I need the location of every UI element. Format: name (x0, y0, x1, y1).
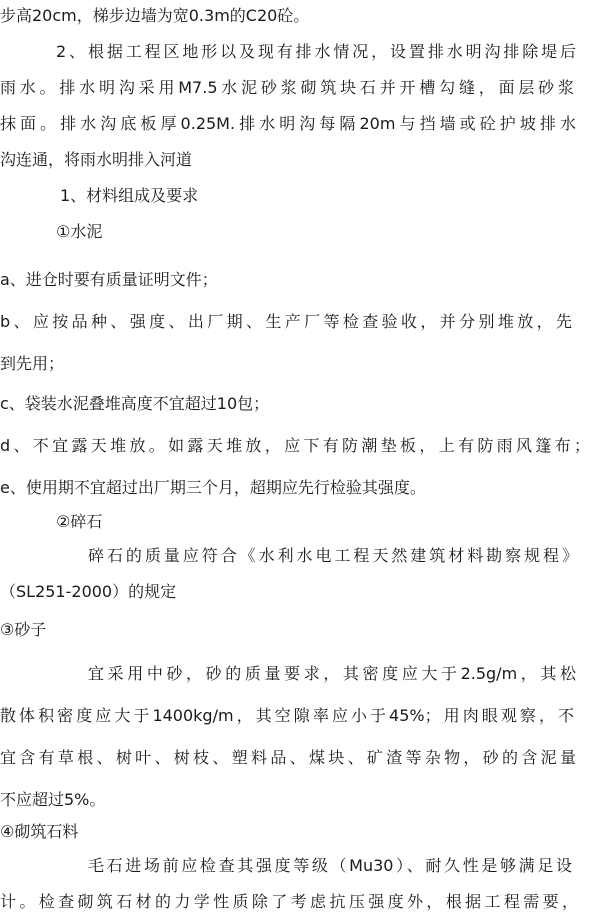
text-line-3: 雨水。排水明沟采用M7.5水泥砂浆砌筑块石并开槽勾缝，面层砂浆 (0, 78, 574, 97)
text-line-5: 沟连通，将雨水明排入河道 (0, 150, 193, 169)
list-item-b-cont: 到先用； (0, 354, 65, 373)
section-heading: 1、材料组成及要求 (60, 186, 199, 205)
text-line-4: 抹面。排水沟底板厚0.25M.排水明沟每隔20m与挡墙或砼护坡排水 (0, 114, 576, 133)
list-item-b: b、应按品种、强度、出厂期、生产厂等检查验收，并分别堆放，先 (0, 312, 572, 331)
stone-paragraph-1: 毛石进场前应检查其强度等级（Mu30）、耐久性是够满足设 (88, 856, 572, 875)
stone-paragraph-2: 计。检查砌筑石材的力学性质除了考虑抗压强度外，根据工程需要， (0, 892, 578, 911)
sand-paragraph-3: 宜含有草根、树叶、树枝、塑料品、煤块、矿渣等杂物，砂的含泥量 (0, 748, 576, 767)
sand-paragraph-4: 不应超过5%。 (0, 790, 106, 809)
list-item-c: c、袋装水泥叠堆高度不宜超过10包； (0, 394, 270, 413)
gravel-paragraph-cont: （SL251-2000）的规定 (0, 582, 177, 601)
subsection-heading-stone: ④砌筑石料 (0, 822, 79, 841)
text-line-2: 2、根据工程区地形以及现有排水情况，设置排水明沟排除堤后 (56, 42, 576, 61)
list-item-e: e、使用期不宜超过出厂期三个月，超期应先行检验其强度。 (0, 478, 426, 497)
subsection-heading-cement: ①水泥 (56, 222, 103, 241)
gravel-paragraph: 碎石的质量应符合《水利水电工程天然建筑材料勘察规程》 (88, 546, 578, 565)
subsection-heading-sand: ③砂子 (0, 620, 47, 639)
list-item-d: d、不宜露天堆放。如露天堆放，应下有防潮垫板，上有防雨风篷布； (0, 436, 590, 455)
list-item-a: a、进仓时要有质量证明文件； (0, 270, 218, 289)
sand-paragraph-2: 散体积密度应大于1400kg/m，其空隙率应小于45%；用肉眼观察，不 (0, 706, 574, 725)
sand-paragraph-1: 宜采用中砂，砂的质量要求，其密度应大于2.5g/m，其松 (88, 664, 576, 683)
text-line-1: 步高20cm，梯步边墙为宽0.3m的C20砼。 (0, 6, 310, 25)
subsection-heading-gravel: ②碎石 (56, 512, 103, 531)
